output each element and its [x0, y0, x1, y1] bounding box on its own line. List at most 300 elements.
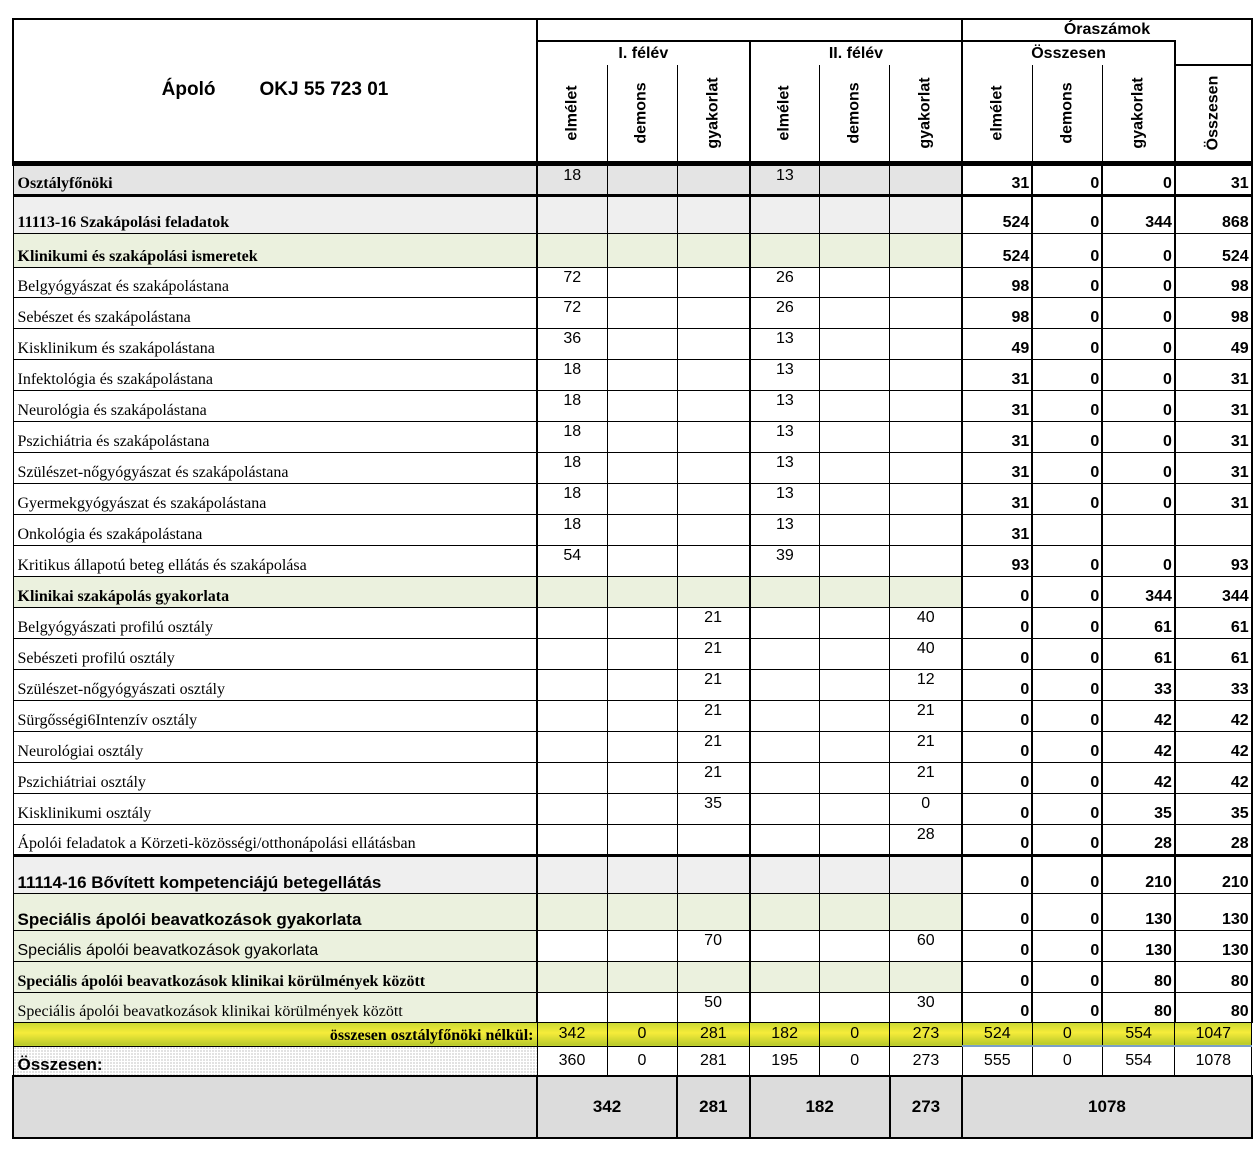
- semester-hours-cell: [820, 452, 890, 483]
- row-label: Speciális ápolói beavatkozások gyakorlata: [13, 893, 537, 930]
- semester-hours-cell: [820, 992, 890, 1022]
- semester-hours-cell: [537, 992, 607, 1022]
- semester-hours-cell: [820, 514, 890, 545]
- total-hours-cell: [1032, 514, 1102, 545]
- total-hours-cell: 0: [962, 669, 1032, 700]
- table-row: [13, 233, 1252, 267]
- semester-hours-cell: [890, 421, 963, 452]
- total-hours-cell: 0: [962, 576, 1032, 607]
- total-hours-cell: 49: [962, 328, 1032, 359]
- total-hours-cell: [1102, 514, 1175, 545]
- semester-hours-cell: [750, 762, 820, 793]
- semester-hours-cell: 18: [537, 452, 607, 483]
- semester-hours-cell: [607, 195, 677, 233]
- column-header-2: [607, 65, 677, 163]
- total-hours-cell: 130: [1175, 930, 1252, 961]
- semester-hours-cell: 18: [537, 514, 607, 545]
- semester-hours-cell: [607, 297, 677, 328]
- semester-hours-cell: [820, 359, 890, 390]
- semester-hours-cell: [607, 514, 677, 545]
- semester-hours-cell: [537, 576, 607, 607]
- total-hours-cell: 0: [1102, 267, 1175, 297]
- final-semester1-theory: 342: [537, 1076, 677, 1138]
- total-hours-cell: 42: [1175, 700, 1252, 731]
- total-row-cell: 554: [1102, 1046, 1175, 1076]
- total-hours-cell: 31: [1175, 483, 1252, 514]
- table-row: [13, 452, 1252, 483]
- total-hours-cell: [1175, 514, 1252, 545]
- total-hours-cell: 0: [1032, 669, 1102, 700]
- column-header-3: [677, 65, 750, 163]
- semester-hours-cell: 0: [890, 793, 963, 824]
- column-header-8: [1032, 65, 1102, 163]
- semester-hours-cell: 13: [750, 390, 820, 421]
- total-row-cell: 0: [607, 1046, 677, 1076]
- semester-hours-cell: [820, 576, 890, 607]
- row-label: Kritikus állapotú beteg ellátás és szakápolása: [13, 545, 537, 576]
- semester-hours-cell: [607, 638, 677, 669]
- semester-hours-cell: [537, 824, 607, 855]
- total-hours-cell: 524: [962, 195, 1032, 233]
- semester-hours-cell: [677, 328, 750, 359]
- sum-row-cell: 0: [1032, 1022, 1102, 1046]
- table-row: [13, 700, 1252, 731]
- semester-hours-cell: [677, 390, 750, 421]
- total-hours-cell: 0: [1032, 297, 1102, 328]
- semester-hours-cell: [537, 669, 607, 700]
- total-hours-cell: 130: [1102, 930, 1175, 961]
- total-hours-cell: 42: [1102, 762, 1175, 793]
- row-label: 11114-16 Bővített kompetenciájú betegellátás: [13, 855, 537, 893]
- semester-hours-cell: 40: [890, 638, 963, 669]
- title-name: Ápoló: [161, 79, 216, 101]
- total-hours-cell: 28: [1175, 824, 1252, 855]
- row-label: Klinikai szakápolás gyakorlata: [13, 576, 537, 607]
- total-hours-cell: 61: [1102, 638, 1175, 669]
- semester-hours-cell: 13: [750, 514, 820, 545]
- total-hours-cell: 80: [1102, 992, 1175, 1022]
- final-summary-row: [13, 1076, 1252, 1138]
- semester-hours-cell: [750, 930, 820, 961]
- semester-hours-cell: [677, 483, 750, 514]
- semester-hours-cell: [677, 297, 750, 328]
- semester-hours-cell: [607, 992, 677, 1022]
- total-row-cell: 281: [677, 1046, 750, 1076]
- table-row: [13, 669, 1252, 700]
- total-hours-cell: 0: [1032, 855, 1102, 893]
- total-hours-cell: 0: [1032, 893, 1102, 930]
- column-header-label: elmélet: [988, 85, 1006, 141]
- column-header-6: [890, 65, 963, 163]
- table-row: [13, 328, 1252, 359]
- semester-hours-cell: [750, 961, 820, 992]
- semester-hours-cell: [607, 452, 677, 483]
- total-hours-cell: 98: [1175, 297, 1252, 328]
- total-hours-cell: 0: [1032, 638, 1102, 669]
- row-label: Belgyógyászat és szakápolástana: [13, 267, 537, 297]
- table-title: [13, 19, 537, 163]
- column-header-label: demons: [845, 82, 863, 144]
- total-hours-cell: 31: [962, 390, 1032, 421]
- total-hours-cell: 0: [962, 824, 1032, 855]
- table-row: [13, 638, 1252, 669]
- total-hours-cell: 61: [1175, 607, 1252, 638]
- semester-hours-cell: 18: [537, 359, 607, 390]
- semester-hours-cell: [750, 824, 820, 855]
- semester-hours-cell: [607, 793, 677, 824]
- row-label: Sebészeti profilú osztály: [13, 638, 537, 669]
- total-hours-cell: 98: [962, 297, 1032, 328]
- semester-hours-cell: 18: [537, 421, 607, 452]
- semester-hours-cell: [677, 893, 750, 930]
- semester-hours-cell: [890, 328, 963, 359]
- total-hours-cell: 0: [962, 855, 1032, 893]
- table-row: [13, 731, 1252, 762]
- row-label: Pszichiátriai osztály: [13, 762, 537, 793]
- table-row: [13, 163, 1252, 195]
- semester-hours-cell: [820, 545, 890, 576]
- semester-hours-cell: [820, 793, 890, 824]
- sum-row-cell: 342: [537, 1022, 607, 1046]
- semester-hours-cell: [537, 195, 607, 233]
- total-hours-cell: 524: [962, 233, 1032, 267]
- semester-hours-cell: [607, 359, 677, 390]
- total-row-cell: 555: [962, 1046, 1032, 1076]
- table-row: [13, 576, 1252, 607]
- semester-hours-cell: [750, 195, 820, 233]
- semester-hours-cell: 18: [537, 163, 607, 195]
- total-hours-cell: 0: [962, 762, 1032, 793]
- total-hours-cell: 93: [962, 545, 1032, 576]
- semester-hours-cell: [607, 607, 677, 638]
- total-hours-cell: 80: [1175, 961, 1252, 992]
- semester-hours-cell: [820, 607, 890, 638]
- column-header-9: [1102, 65, 1175, 163]
- sum-row-cell: 554: [1102, 1022, 1175, 1046]
- total-hours-cell: 0: [962, 731, 1032, 762]
- total-hours-cell: 0: [962, 638, 1032, 669]
- semester-hours-cell: 13: [750, 163, 820, 195]
- header-group-2: II. félév: [750, 41, 963, 65]
- semester-hours-cell: [820, 855, 890, 893]
- semester-hours-cell: 35: [677, 793, 750, 824]
- semester-hours-cell: [750, 607, 820, 638]
- semester-hours-cell: [820, 390, 890, 421]
- column-header-1: [537, 65, 607, 163]
- table-row: [13, 297, 1252, 328]
- column-header-label: elmélet: [563, 85, 581, 141]
- semester-hours-cell: [607, 961, 677, 992]
- header-group-3: Összesen: [962, 41, 1175, 65]
- header-oraszamok: Óraszámok: [962, 19, 1251, 41]
- column-header-4: [750, 65, 820, 163]
- semester-hours-cell: [750, 638, 820, 669]
- row-label: Infektológia és szakápolástana: [13, 359, 537, 390]
- row-label: Szülészet-nőgyógyászati osztály: [13, 669, 537, 700]
- semester-hours-cell: [750, 233, 820, 267]
- total-hours-cell: 0: [1032, 930, 1102, 961]
- semester-hours-cell: 13: [750, 483, 820, 514]
- total-hours-cell: 28: [1102, 824, 1175, 855]
- total-hours-cell: 31: [962, 452, 1032, 483]
- total-hours-cell: 0: [962, 961, 1032, 992]
- total-hours-cell: 35: [1175, 793, 1252, 824]
- column-header-label: demons: [1058, 82, 1076, 144]
- column-header-7: [962, 65, 1032, 163]
- table-row: [13, 762, 1252, 793]
- semester-hours-cell: [890, 195, 963, 233]
- semester-hours-cell: [537, 700, 607, 731]
- table-row: [13, 421, 1252, 452]
- semester-hours-cell: [607, 930, 677, 961]
- total-hours-cell: 0: [1102, 328, 1175, 359]
- table-row: [13, 483, 1252, 514]
- total-hours-cell: 31: [1175, 359, 1252, 390]
- total-hours-cell: 0: [1032, 576, 1102, 607]
- total-hours-cell: 0: [962, 893, 1032, 930]
- row-label: Neurológia és szakápolástana: [13, 390, 537, 421]
- total-hours-cell: 0: [1032, 195, 1102, 233]
- semester-hours-cell: 13: [750, 328, 820, 359]
- semester-hours-cell: [607, 762, 677, 793]
- semester-hours-cell: 12: [890, 669, 963, 700]
- row-label: Kisklinikum és szakápolástana: [13, 328, 537, 359]
- semester-hours-cell: 72: [537, 267, 607, 297]
- semester-hours-cell: [537, 930, 607, 961]
- sum-row-cell: 182: [750, 1022, 820, 1046]
- total-hours-cell: 0: [1032, 483, 1102, 514]
- semester-hours-cell: [607, 576, 677, 607]
- total-hours-cell: 31: [1175, 452, 1252, 483]
- semester-hours-cell: [607, 824, 677, 855]
- row-label: Speciális ápolói beavatkozások gyakorlata: [13, 930, 537, 961]
- total-hours-cell: 80: [1102, 961, 1175, 992]
- semester-hours-cell: 50: [677, 992, 750, 1022]
- total-hours-cell: 210: [1102, 855, 1175, 893]
- semester-hours-cell: [890, 576, 963, 607]
- final-semester1-practice: 281: [677, 1076, 750, 1138]
- semester-hours-cell: 72: [537, 297, 607, 328]
- column-header-label: elmélet: [775, 85, 793, 141]
- semester-hours-cell: [820, 195, 890, 233]
- semester-hours-cell: [750, 576, 820, 607]
- total-hours-cell: 0: [1032, 731, 1102, 762]
- total-row-cell: 0: [1032, 1046, 1102, 1076]
- total-hours-cell: 0: [1102, 421, 1175, 452]
- semester-hours-cell: [537, 893, 607, 930]
- total-hours-cell: 98: [1175, 267, 1252, 297]
- semester-hours-cell: [677, 545, 750, 576]
- total-hours-cell: 0: [962, 793, 1032, 824]
- total-hours-cell: 0: [1102, 359, 1175, 390]
- semester-hours-cell: [820, 233, 890, 267]
- total-hours-cell: 61: [1175, 638, 1252, 669]
- total-hours-cell: 0: [1032, 163, 1102, 195]
- total-hours-cell: 31: [962, 359, 1032, 390]
- total-hours-cell: 31: [962, 421, 1032, 452]
- total-hours-cell: 0: [1032, 793, 1102, 824]
- semester-hours-cell: [750, 731, 820, 762]
- semester-hours-cell: [677, 163, 750, 195]
- total-hours-cell: 344: [1102, 195, 1175, 233]
- total-hours-cell: 0: [962, 992, 1032, 1022]
- table-row: [13, 793, 1252, 824]
- semester-hours-cell: [537, 855, 607, 893]
- column-header-label: gyakorlat: [916, 77, 934, 149]
- semester-hours-cell: 40: [890, 607, 963, 638]
- total-hours-cell: 93: [1175, 545, 1252, 576]
- final-grand-total: 1078: [962, 1076, 1251, 1138]
- total-hours-cell: 0: [1032, 421, 1102, 452]
- table-row: [13, 195, 1252, 233]
- table-row: [13, 992, 1252, 1022]
- semester-hours-cell: [677, 514, 750, 545]
- semester-hours-cell: 21: [677, 607, 750, 638]
- semester-hours-cell: [537, 638, 607, 669]
- semester-hours-cell: [890, 893, 963, 930]
- semester-hours-cell: [820, 731, 890, 762]
- semester-hours-cell: [607, 328, 677, 359]
- table-row: [13, 961, 1252, 992]
- row-label: Onkológia és szakápolástana: [13, 514, 537, 545]
- sum-row-cell: 281: [677, 1022, 750, 1046]
- total-hours-cell: 33: [1175, 669, 1252, 700]
- semester-hours-cell: [820, 930, 890, 961]
- semester-hours-cell: [607, 163, 677, 195]
- semester-hours-cell: [750, 700, 820, 731]
- total-hours-cell: 98: [962, 267, 1032, 297]
- total-row-cell: 360: [537, 1046, 607, 1076]
- sum-row-label: összesen osztályfőnöki nélkül:: [13, 1022, 537, 1046]
- total-hours-cell: 0: [1102, 452, 1175, 483]
- total-hours-cell: 49: [1175, 328, 1252, 359]
- row-label: Belgyógyászati profilú osztály: [13, 607, 537, 638]
- semester-hours-cell: [677, 855, 750, 893]
- semester-hours-cell: [607, 267, 677, 297]
- sum-row-cell: 524: [962, 1022, 1032, 1046]
- final-semester2-practice: 273: [890, 1076, 963, 1138]
- semester-hours-cell: [820, 163, 890, 195]
- semester-hours-cell: [890, 390, 963, 421]
- total-hours-cell: 0: [1102, 390, 1175, 421]
- semester-hours-cell: [750, 855, 820, 893]
- total-hours-cell: 0: [1032, 700, 1102, 731]
- total-hours-cell: 130: [1102, 893, 1175, 930]
- table-row: [13, 855, 1252, 893]
- semester-hours-cell: [820, 421, 890, 452]
- sum-row-without-osztalyfonoki: [13, 1022, 1252, 1046]
- semester-hours-cell: 13: [750, 452, 820, 483]
- semester-hours-cell: [607, 669, 677, 700]
- semester-hours-cell: 21: [890, 700, 963, 731]
- semester-hours-cell: 21: [677, 669, 750, 700]
- semester-hours-cell: [890, 267, 963, 297]
- total-hours-cell: 31: [1175, 163, 1252, 195]
- semester-hours-cell: [607, 893, 677, 930]
- semester-hours-cell: 28: [890, 824, 963, 855]
- total-row-cell: 273: [890, 1046, 963, 1076]
- semester-hours-cell: 36: [537, 328, 607, 359]
- table-row: [13, 607, 1252, 638]
- table-row: [13, 893, 1252, 930]
- semester-hours-cell: [820, 638, 890, 669]
- row-label: Kisklinikumi osztály: [13, 793, 537, 824]
- total-hours-cell: 0: [1032, 390, 1102, 421]
- total-hours-cell: 42: [1175, 731, 1252, 762]
- semester-hours-cell: 39: [750, 545, 820, 576]
- semester-hours-cell: 26: [750, 267, 820, 297]
- semester-hours-cell: 30: [890, 992, 963, 1022]
- title-code: OKJ 55 723 01: [259, 79, 389, 101]
- semester-hours-cell: 18: [537, 483, 607, 514]
- total-hours-cell: 130: [1175, 893, 1252, 930]
- semester-hours-cell: [607, 390, 677, 421]
- total-hours-cell: 0: [1102, 545, 1175, 576]
- semester-hours-cell: [537, 762, 607, 793]
- semester-hours-cell: [677, 421, 750, 452]
- semester-hours-cell: [820, 824, 890, 855]
- semester-hours-cell: [820, 700, 890, 731]
- total-hours-cell: 33: [1102, 669, 1175, 700]
- semester-hours-cell: 60: [890, 930, 963, 961]
- semester-hours-cell: 21: [677, 731, 750, 762]
- semester-hours-cell: 54: [537, 545, 607, 576]
- table-row: [13, 930, 1252, 961]
- total-hours-cell: 42: [1102, 700, 1175, 731]
- total-hours-cell: 0: [1032, 328, 1102, 359]
- semester-hours-cell: [890, 545, 963, 576]
- semester-hours-cell: [677, 576, 750, 607]
- semester-hours-cell: [677, 359, 750, 390]
- total-hours-cell: 0: [1032, 824, 1102, 855]
- total-row-label: Összesen:: [13, 1046, 537, 1076]
- total-hours-cell: 0: [962, 700, 1032, 731]
- total-hours-cell: 42: [1175, 762, 1252, 793]
- semester-hours-cell: 21: [677, 700, 750, 731]
- semester-hours-cell: 21: [890, 731, 963, 762]
- semester-hours-cell: 70: [677, 930, 750, 961]
- semester-hours-cell: [537, 607, 607, 638]
- row-label: Speciális ápolói beavatkozások klinikai körülmények között: [13, 961, 537, 992]
- semester-hours-cell: [820, 893, 890, 930]
- row-label: Speciális ápolói beavatkozások klinikai körülmények között: [13, 992, 537, 1022]
- total-row-cell: 195: [750, 1046, 820, 1076]
- header-blank: [537, 19, 962, 41]
- row-label: Szülészet-nőgyógyászat és szakápolástana: [13, 452, 537, 483]
- semester-hours-cell: [607, 731, 677, 762]
- sum-row-cell: 273: [890, 1022, 963, 1046]
- row-label: Pszichiátria és szakápolástana: [13, 421, 537, 452]
- table-row: [13, 514, 1252, 545]
- table-row: [13, 359, 1252, 390]
- column-header-5: [820, 65, 890, 163]
- row-label: Sebészet és szakápolástana: [13, 297, 537, 328]
- semester-hours-cell: [537, 793, 607, 824]
- semester-hours-cell: [890, 233, 963, 267]
- semester-hours-cell: [750, 992, 820, 1022]
- sum-row-cell: 0: [820, 1022, 890, 1046]
- total-hours-cell: 0: [962, 930, 1032, 961]
- semester-hours-cell: [820, 669, 890, 700]
- semester-hours-cell: [537, 961, 607, 992]
- semester-hours-cell: [677, 824, 750, 855]
- total-hours-cell: 344: [1175, 576, 1252, 607]
- final-semester2-theory: 182: [750, 1076, 890, 1138]
- total-hours-cell: 0: [1032, 762, 1102, 793]
- semester-hours-cell: [820, 267, 890, 297]
- total-hours-cell: 31: [1175, 421, 1252, 452]
- semester-hours-cell: [607, 233, 677, 267]
